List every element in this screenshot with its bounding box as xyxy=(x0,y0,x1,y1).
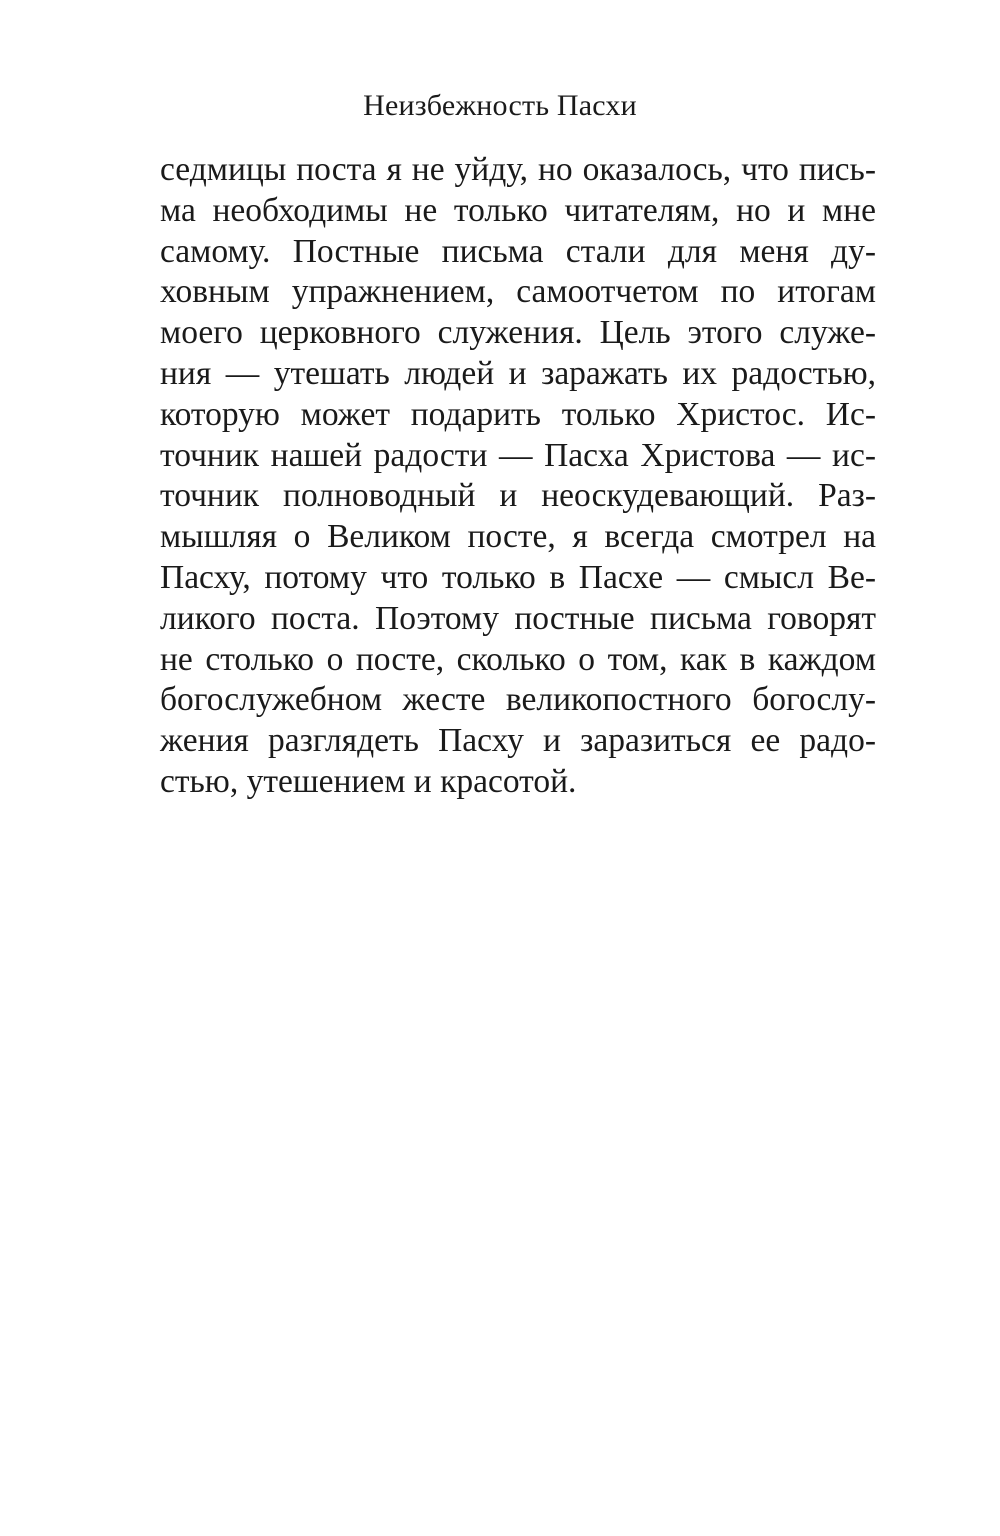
text-line: самому. Постные письма стали для меня ду- xyxy=(160,232,876,270)
text-line: которую может подарить только Христос. Ис- xyxy=(160,395,876,433)
body-text xyxy=(160,150,876,803)
text-line: ховным упражнением, самоотчетом по итогам xyxy=(160,273,876,311)
text-line: жения разглядеть Пасху и заразиться ее радо- xyxy=(160,722,876,760)
text-line: точник нашей радости — Пасха Христова — ис- xyxy=(160,436,876,474)
text-line-last: стью, утешением и красотой. xyxy=(160,762,577,800)
running-head: Неизбежность Пасхи xyxy=(363,89,637,122)
text-line: мышляя о Великом посте, я всегда смотрел на xyxy=(160,518,876,556)
text-line: ма необходимы не только читателям, но и мне xyxy=(160,191,876,229)
text-line: седмицы поста я не уйду, но оказалось, что пись- xyxy=(160,151,876,188)
text-line: моего церковного служения. Цель этого служе- xyxy=(160,314,876,352)
text-line: ликого поста. Поэтому постные письма говорят xyxy=(160,599,876,637)
text-line: Пасху, потому что только в Пасхе — смысл Ве- xyxy=(160,558,876,596)
text-line: точник полноводный и неоскудевающий. Раз- xyxy=(160,477,876,515)
text-line: не столько о посте, сколько о том, как в каждом xyxy=(160,640,876,678)
text-line: ния — утешать людей и заражать их радостью, xyxy=(160,354,876,392)
text-line: богослужебном жесте великопостного богослу- xyxy=(160,681,876,719)
